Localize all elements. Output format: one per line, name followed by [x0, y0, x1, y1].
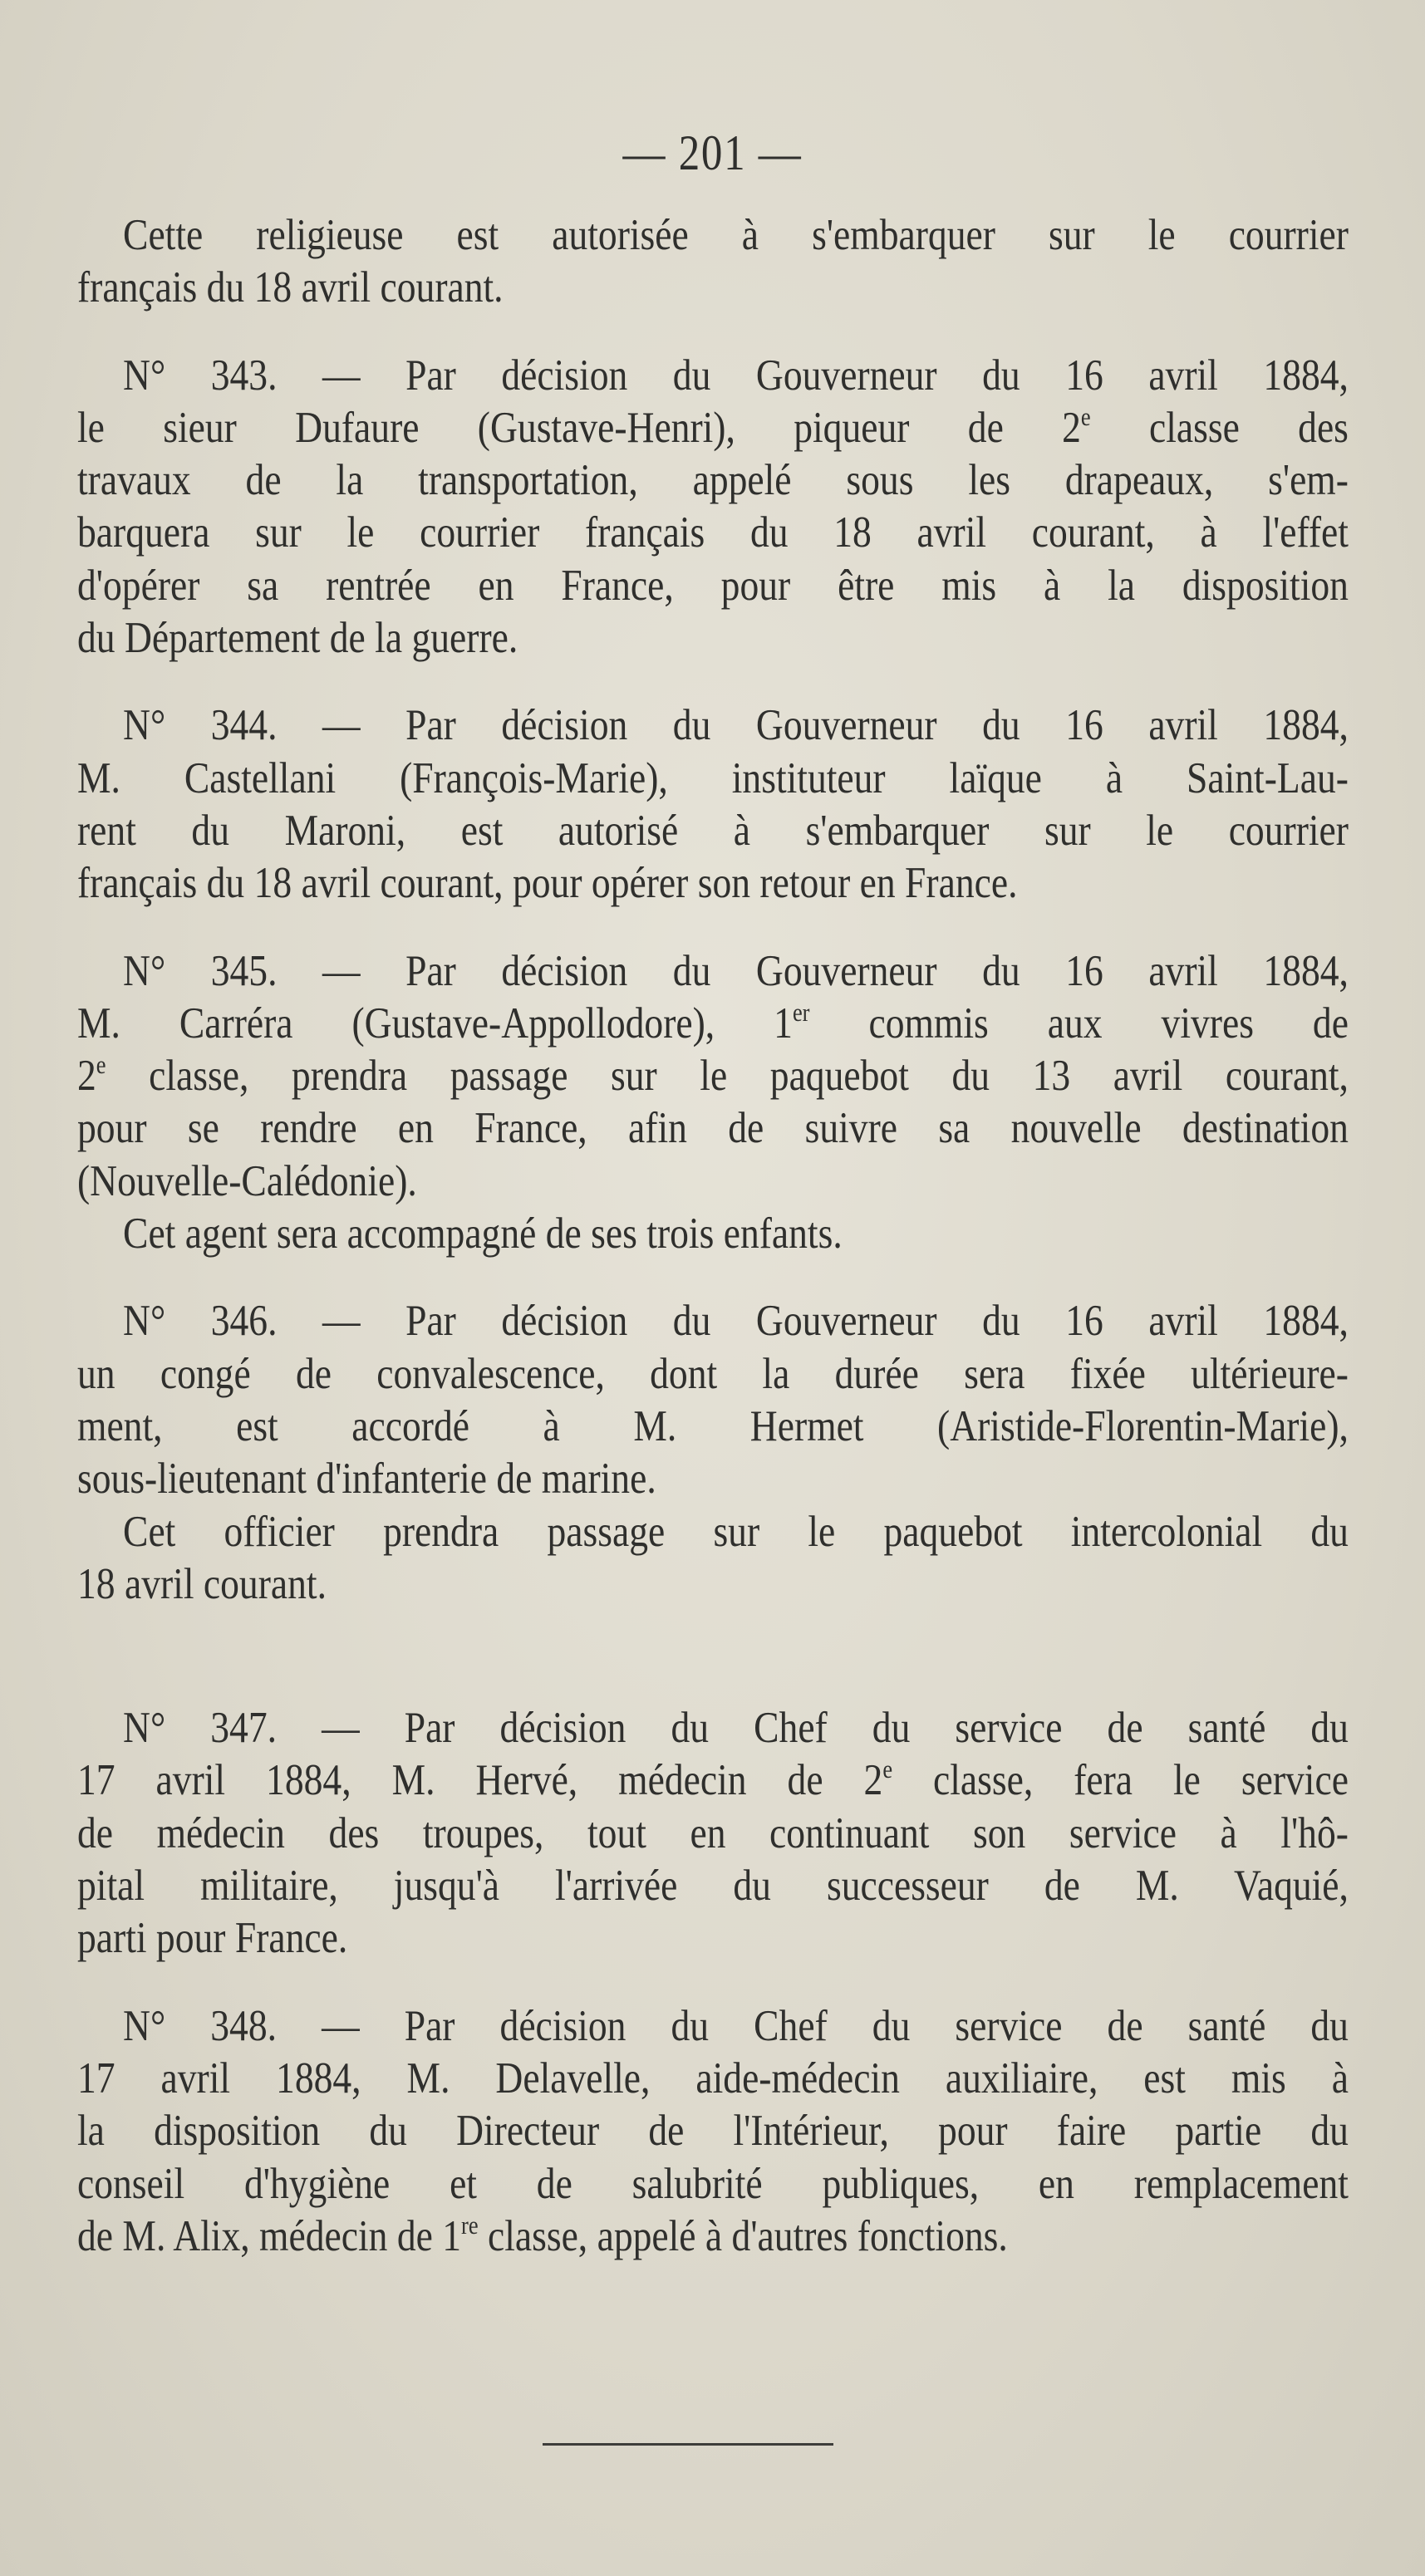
text-line: 2e classe, prendra passage sur le paquebot du 13 avril courant, [77, 1051, 1349, 1101]
text-line: pital militaire, jusqu'à l'arrivée du successeur de M. Vaquié, [77, 1862, 1349, 1911]
text-line: parti pour France. [77, 1914, 348, 1963]
paragraph [77, 1702, 1349, 1965]
text-line: conseil d'hygiène et de salubrité publiques, en remplacement [77, 2159, 1349, 2208]
text-line: de M. Alix, médecin de 1re classe, appelé à d'autres fonctions. [77, 2210, 1008, 2260]
paragraph [77, 1506, 1349, 1612]
text-line: français du 18 avril courant. [77, 263, 504, 312]
text-line: un congé de convalescence, dont la durée sera fixée ultérieure- [77, 1349, 1349, 1398]
text-line: Cette religieuse est autorisée à s'embarquer sur le courrier [123, 211, 1349, 259]
paragraph [77, 945, 1349, 1208]
paragraph [77, 1295, 1349, 1505]
closing-rule [543, 2443, 833, 2446]
text-line: sous-lieutenant d'infanterie de marine. [77, 1455, 656, 1504]
text-line: le sieur Dufaure (Gustave-Henri), piqueur de 2e classe des [77, 402, 1349, 452]
paragraph [77, 209, 1349, 315]
text-line: pour se rendre en France, afin de suivre sa nouvelle destination [77, 1104, 1349, 1153]
text-line: la disposition du Directeur de l'Intérieur, pour faire partie du [77, 2107, 1349, 2156]
text-line: d'opérer sa rentrée en France, pour être mis à la disposition [77, 561, 1349, 610]
text-line: français du 18 avril courant, pour opérer son retour en France. [77, 859, 1018, 908]
document-body [77, 209, 1349, 2263]
text-line: 17 avril 1884, M. Delavelle, aide-médecin auxiliaire, est mis à [77, 2053, 1349, 2103]
text-line: de médecin des troupes, tout en continuant son service à l'hô- [77, 1808, 1349, 1857]
text-line: N° 344. — Par décision du Gouverneur du 16 avril 1884, [123, 701, 1349, 750]
page-number: — 201 — [622, 125, 803, 180]
text-line: du Département de la guerre. [77, 614, 518, 663]
text-line: 17 avril 1884, M. Hervé, médecin de 2e classe, fera le service [77, 1755, 1349, 1805]
text-line: 18 avril courant. [77, 1559, 327, 1608]
text-line: travaux de la transportation, appelé sous les drapeaux, s'em- [77, 456, 1349, 505]
text-line: N° 348. — Par décision du Chef du service de santé du [123, 2001, 1349, 2050]
text-line: N° 346. — Par décision du Gouverneur du 16 avril 1884, [123, 1297, 1349, 1346]
text-line: rent du Maroni, est autorisé à s'embarquer sur le courrier [77, 806, 1349, 855]
text-line: ment, est accordé à M. Hermet (Aristide-Florentin-Marie), [77, 1401, 1349, 1450]
text-line: Cet officier prendra passage sur le paquebot intercolonial du [123, 1507, 1349, 1556]
paragraph [77, 1208, 1349, 1260]
text-line: barquera sur le courrier français du 18 avril courant, à l'effet [77, 508, 1349, 557]
paragraph [77, 2000, 1349, 2263]
text-line: M. Castellani (François-Marie), instituteur laïque à Saint-Lau- [77, 753, 1349, 802]
text-line: N° 345. — Par décision du Gouverneur du 16 avril 1884, [123, 946, 1349, 995]
text-line: N° 343. — Par décision du Gouverneur du 16 avril 1884, [123, 351, 1349, 400]
paragraph [77, 699, 1349, 910]
text-line: M. Carréra (Gustave-Appollodore), 1er commis aux vivres de [77, 998, 1349, 1048]
text-line: Cet agent sera accompagné de ses trois enfants. [123, 1209, 843, 1259]
text-line: (Nouvelle-Calédonie). [77, 1156, 417, 1205]
text-line: N° 347. — Par décision du Chef du service de santé du [123, 1704, 1349, 1753]
paragraph [77, 350, 1349, 665]
